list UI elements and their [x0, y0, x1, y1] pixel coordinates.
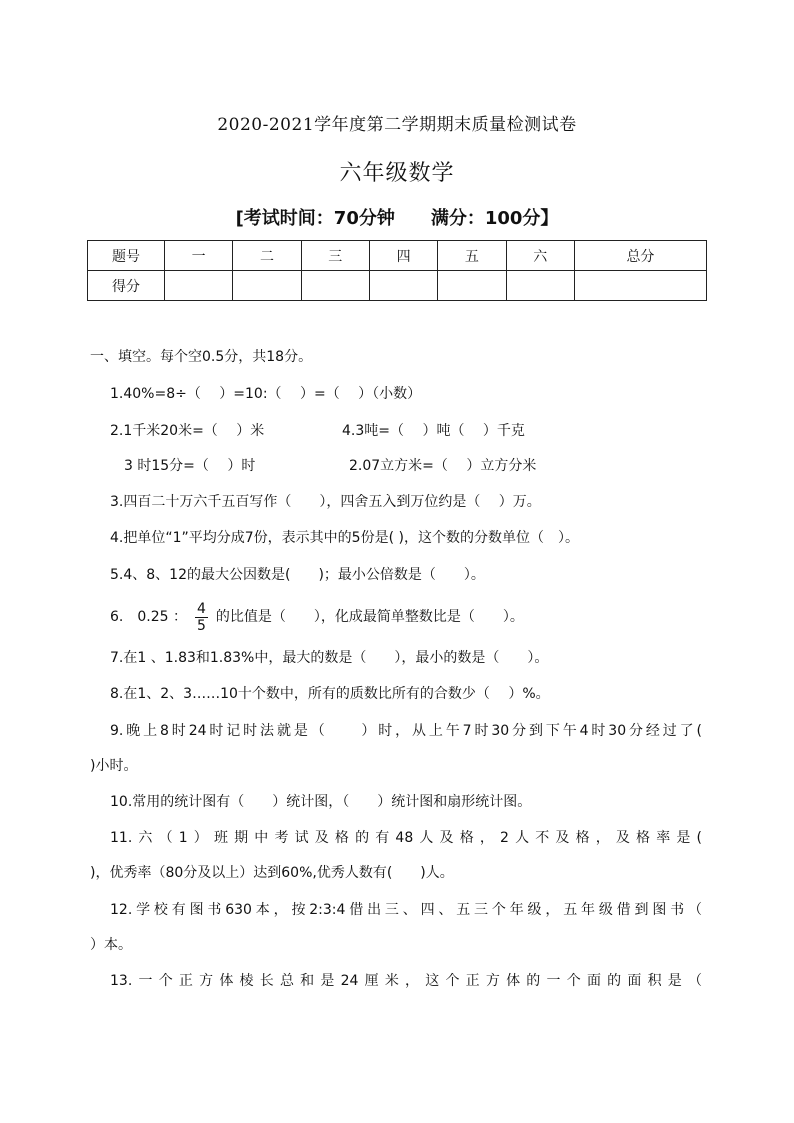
table-cell: 三 — [301, 241, 369, 271]
question-5: 5.4、8、12的最大公因数是( )；最小公倍数是（ ）。 — [110, 567, 485, 583]
question-6 — [110, 598, 524, 636]
subject-title: 六年级数学 — [339, 161, 455, 186]
fraction — [195, 601, 208, 634]
table-cell: 五 — [438, 241, 506, 271]
question-4: 4.把单位“1”平均分成7份，表示其中的5份是( )，这个数的分数单位（ ）。 — [110, 530, 579, 546]
full-score: 满分：100分】 — [430, 208, 559, 229]
question-2a: 2.1千米20米=（ ）米 — [110, 423, 265, 439]
table-cell — [301, 271, 369, 301]
table-cell: 一 — [165, 241, 233, 271]
question-12-line1: 12.学校有图书630本，按2:3:4借出三、四、五三个年级，五年级借到图书（ — [110, 902, 702, 918]
question-10: 10.常用的统计图有（ ）统计图，（ ）统计图和扇形统计图。 — [110, 794, 532, 810]
question-13-line1: 13.一个正方体棱长总和是24厘米，这个正方体的一个面的面积是（ — [110, 973, 702, 989]
fraction-denominator: 5 — [196, 617, 206, 634]
score-table-score-row — [88, 271, 707, 301]
table-cell — [233, 271, 301, 301]
table-cell: 总分 — [574, 241, 706, 271]
question-11-line2: )，优秀率（80分及以上）达到60%,优秀人数有( )人。 — [90, 865, 454, 881]
table-cell — [165, 271, 233, 301]
table-cell — [438, 271, 506, 301]
question-8: 8.在1、2、3……10十个数中，所有的质数比所有的合数少（ ）%。 — [110, 686, 550, 702]
table-cell: 二 — [233, 241, 301, 271]
question-2b: 4.3吨=（ ）吨（ ）千克 — [342, 423, 525, 439]
fraction-numerator: 4 — [196, 600, 206, 617]
table-cell: 四 — [369, 241, 437, 271]
score-table-header-row — [88, 241, 707, 271]
exam-title: 2020-2021学年度第二学期期末质量检测试卷 — [217, 115, 577, 135]
question-7: 7.在1 、1.83和1.83%中，最大的数是（ ），最小的数是（ ）。 — [110, 650, 549, 666]
table-cell — [506, 271, 574, 301]
question-9-line2: )小时。 — [90, 758, 138, 774]
question-6-suffix: 的比值是（ ），化成最简单整数比是（ ）。 — [215, 609, 524, 625]
question-12-line2: ）本。 — [90, 937, 132, 953]
question-1: 1.40%=8÷（ ）=10:（ ）=（ ）（小数） — [110, 386, 422, 402]
exam-time: [考试时间：70分钟 — [235, 208, 395, 229]
question-6-prefix: 6. 0.25 ： — [110, 609, 187, 625]
question-11-line1: 11.六（1）班期中考试及格的有48人及格，2人不及格，及格率是( — [110, 830, 702, 846]
question-9-line1: 9.晚上8时24时记时法就是（ ）时，从上午7时30分到下午4时30分经过了( — [110, 723, 702, 739]
question-2d: 2.07立方米=（ ）立方分米 — [349, 458, 537, 474]
table-cell — [574, 271, 706, 301]
score-table — [87, 240, 707, 301]
question-3: 3.四百二十万六千五百写作（ ），四舍五入到万位约是（ ）万。 — [110, 494, 541, 510]
table-cell: 题号 — [88, 241, 165, 271]
exam-info — [0, 204, 794, 230]
section-heading: 一、填空。每个空0.5分，共18分。 — [90, 349, 313, 365]
table-cell — [369, 271, 437, 301]
table-cell: 得分 — [88, 271, 165, 301]
question-2c: 3 时15分=（ ）时 — [124, 458, 256, 474]
table-cell: 六 — [506, 241, 574, 271]
